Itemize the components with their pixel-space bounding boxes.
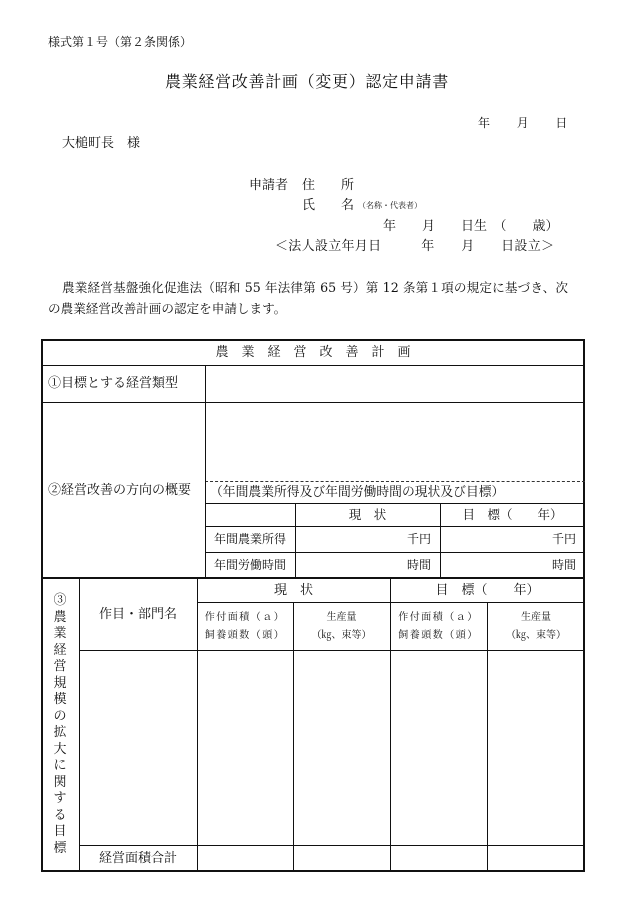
total-cell-target-output [487, 845, 585, 872]
target-area-header [390, 602, 487, 650]
management-plan-table [41, 339, 585, 872]
section2-label: ②経営改善の方向の概要 [48, 482, 192, 498]
section3-label-cell [41, 578, 79, 872]
total-cell-current-area [197, 845, 293, 872]
addressee: 大槌町長 様 [62, 136, 141, 151]
total-cell-target-area [390, 845, 487, 872]
section3-label: ③農業経営規模の拡大に関する目標 [53, 593, 67, 856]
entry-cell-crop [79, 650, 197, 845]
applicant-address-label: 住 所 [302, 178, 355, 193]
row-annual-income-current: 千円 [406, 531, 431, 546]
target-output-line2: （㎏、束等） [506, 630, 566, 641]
crop-column-header: 作目・部門名 [98, 606, 177, 622]
entry-cell-current-output [293, 650, 390, 845]
applicant-name-label: 氏 名 [302, 198, 355, 213]
applicant-birth-line: 年 月 日生 （ 歳） [383, 219, 559, 234]
section2-header-current: 現 状 [348, 507, 387, 522]
current-area-line2: 飼養頭数（頭） [204, 630, 286, 641]
section2-header-target: 目 標（ 年） [462, 507, 563, 522]
applicant-name-note: （名称・代表者） [358, 201, 422, 210]
plan-table-heading: 農 業 経 営 改 善 計 画 [215, 344, 411, 360]
entry-cell-target-area [390, 650, 487, 845]
total-area-label: 経営面積合計 [98, 851, 177, 866]
current-area-line1: 作付面積（ａ） [204, 612, 286, 623]
current-area-header [197, 602, 293, 650]
row-annual-labor-current: 時間 [406, 557, 431, 572]
total-cell-current-output [293, 845, 390, 872]
group-target-header: 目 標（ 年） [435, 582, 540, 598]
corporation-established-line: ＜法人設立年月日 年 月 日設立＞ [275, 239, 555, 254]
form-title: 農業経営改善計画（変更）認定申請書 [165, 72, 449, 91]
row-annual-income-target: 千円 [551, 531, 576, 546]
row-annual-income-label: 年間農業所得 [213, 531, 286, 546]
section2-header-blank [205, 503, 295, 526]
form-number: 様式第１号（第２条関係） [48, 35, 193, 49]
row-annual-labor-target: 時間 [551, 557, 576, 572]
entry-cell-target-output [487, 650, 585, 845]
application-date: 年 月 日 [478, 116, 569, 130]
current-output-header [293, 602, 390, 650]
current-output-line2: （㎏、束等） [311, 630, 372, 641]
section2-summary-cell [205, 402, 585, 481]
applicant-label: 申請者 [249, 178, 289, 193]
section2-subheading: （年間農業所得及び年間労働時間の現状及び目標） [210, 484, 505, 500]
target-area-line1: 作付面積（ａ） [398, 612, 479, 623]
target-area-line2: 飼養頭数（頭） [398, 630, 479, 641]
group-current-header: 現 状 [273, 582, 313, 598]
intro-text: 農業経営基盤強化促進法（昭和 55 年法律第 65 号）第 12 条第１項の規定に基づき、次の農業経営改善計画の認定を申請します。 [48, 280, 568, 316]
section1-label: ①目標とする経営類型 [48, 376, 179, 391]
target-output-line1: 生産量 [521, 612, 551, 623]
row-annual-labor-label: 年間労働時間 [213, 557, 286, 572]
current-output-line1: 生産量 [326, 612, 357, 623]
entry-cell-current-area [197, 650, 293, 845]
section1-value-cell [205, 365, 585, 402]
target-output-header [487, 602, 585, 650]
